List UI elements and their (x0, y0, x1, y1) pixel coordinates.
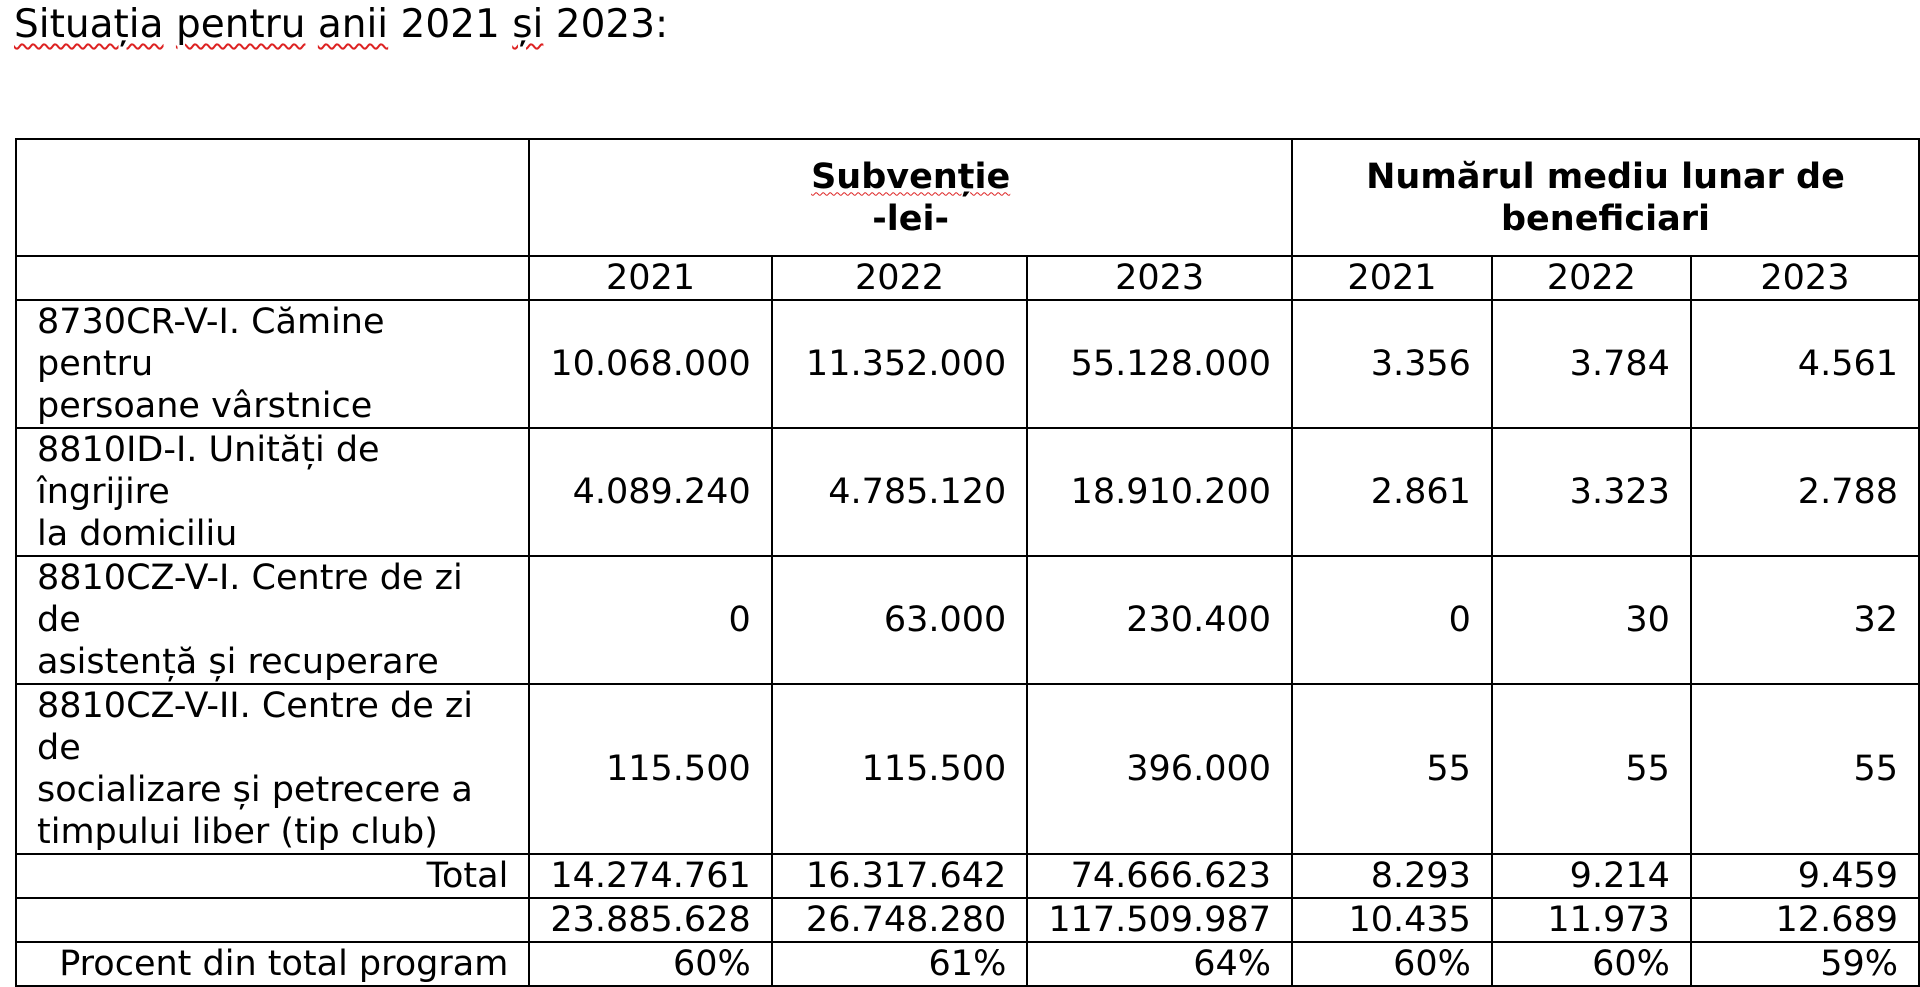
beneficiari-label-line2: beneficiari (1500, 198, 1710, 239)
program-value-cell: 23.885.628 (529, 898, 771, 942)
value-cell: 30 (1492, 556, 1691, 684)
row-label-line: 8810CZ-V-II. Centre de zi de (37, 686, 473, 768)
row-label-centre-socializare (16, 684, 529, 854)
program-total-label (16, 898, 529, 942)
row-label-line: timpului liber (tip club) (37, 812, 438, 852)
total-value-cell: 14.274.761 (529, 854, 771, 898)
subventie-label: Subvenție (811, 156, 1011, 197)
value-cell: 18.910.200 (1027, 428, 1292, 556)
value-cell: 3.323 (1492, 428, 1691, 556)
percent-value-cell: 60% (1492, 942, 1691, 986)
data-table (15, 138, 1920, 987)
subventie-unit: -lei- (872, 198, 950, 239)
program-value-cell: 12.689 (1691, 898, 1919, 942)
title-year-2021: 2021 (388, 2, 513, 47)
value-cell: 4.089.240 (529, 428, 771, 556)
title-word-anii: anii (317, 2, 389, 47)
year-header-cell: 2021 (1292, 256, 1492, 300)
percent-value-cell: 61% (772, 942, 1028, 986)
beneficiari-header (1292, 139, 1919, 256)
total-value-cell: 16.317.642 (772, 854, 1028, 898)
value-cell: 0 (529, 556, 771, 684)
value-cell: 115.500 (529, 684, 771, 854)
percent-value-cell: 64% (1027, 942, 1292, 986)
title-year-2023: 2023: (543, 2, 669, 47)
value-cell: 3.356 (1292, 300, 1492, 428)
group-header-row (16, 139, 1919, 256)
value-cell: 11.352.000 (772, 300, 1028, 428)
row-label-line: 8810ID-I. Unități de îngrijire (37, 430, 380, 512)
table-row (16, 428, 1919, 556)
year-header-cell: 2023 (1027, 256, 1292, 300)
value-cell: 32 (1691, 556, 1919, 684)
value-cell: 55.128.000 (1027, 300, 1292, 428)
title-word-si: și (512, 2, 544, 47)
value-cell: 55 (1691, 684, 1919, 854)
table-row (16, 300, 1919, 428)
title-word-pentru: pentru (175, 2, 306, 47)
value-cell: 396.000 (1027, 684, 1292, 854)
value-cell: 115.500 (772, 684, 1028, 854)
empty-year-label-cell (16, 256, 529, 300)
total-value-cell: 74.666.623 (1027, 854, 1292, 898)
table-row (16, 684, 1919, 854)
row-label-line: persoane vârstnice (37, 386, 373, 426)
year-header-row (16, 256, 1919, 300)
program-value-cell: 10.435 (1292, 898, 1492, 942)
percent-value-cell: 60% (529, 942, 771, 986)
row-label-camine (16, 300, 529, 428)
year-header-cell: 2021 (529, 256, 771, 300)
program-total-row (16, 898, 1919, 942)
value-cell: 2.788 (1691, 428, 1919, 556)
row-label-ingrijire (16, 428, 529, 556)
table-row (16, 556, 1919, 684)
program-value-cell: 26.748.280 (772, 898, 1028, 942)
value-cell: 0 (1292, 556, 1492, 684)
percent-label: Procent din total program (16, 942, 529, 986)
row-label-line: socializare și petrecere a (37, 770, 473, 810)
value-cell: 55 (1292, 684, 1492, 854)
value-cell: 230.400 (1027, 556, 1292, 684)
empty-corner-cell (16, 139, 529, 256)
percent-value-cell: 60% (1292, 942, 1492, 986)
value-cell: 2.861 (1292, 428, 1492, 556)
beneficiari-label-line1: Numărul mediu lunar de (1366, 156, 1845, 197)
row-label-line: asistență și recuperare (37, 642, 439, 682)
row-label-line: 8730CR-V-I. Cămine pentru (37, 302, 385, 384)
row-label-centre-asistenta (16, 556, 529, 684)
row-label-line: la domiciliu (37, 514, 238, 554)
year-header-cell: 2022 (1492, 256, 1691, 300)
value-cell: 63.000 (772, 556, 1028, 684)
title-word-situatia: Situația (14, 2, 164, 47)
value-cell: 3.784 (1492, 300, 1691, 428)
total-label: Total (16, 854, 529, 898)
total-value-cell: 8.293 (1292, 854, 1492, 898)
total-value-cell: 9.459 (1691, 854, 1919, 898)
page-title (14, 0, 668, 50)
program-value-cell: 11.973 (1492, 898, 1691, 942)
percent-row (16, 942, 1919, 986)
total-row (16, 854, 1919, 898)
program-value-cell: 117.509.987 (1027, 898, 1292, 942)
total-value-cell: 9.214 (1492, 854, 1691, 898)
percent-value-cell: 59% (1691, 942, 1919, 986)
value-cell: 4.785.120 (772, 428, 1028, 556)
year-header-cell: 2023 (1691, 256, 1919, 300)
row-label-line: 8810CZ-V-I. Centre de zi de (37, 558, 463, 640)
subventie-header (529, 139, 1292, 256)
value-cell: 4.561 (1691, 300, 1919, 428)
value-cell: 55 (1492, 684, 1691, 854)
year-header-cell: 2022 (772, 256, 1028, 300)
value-cell: 10.068.000 (529, 300, 771, 428)
